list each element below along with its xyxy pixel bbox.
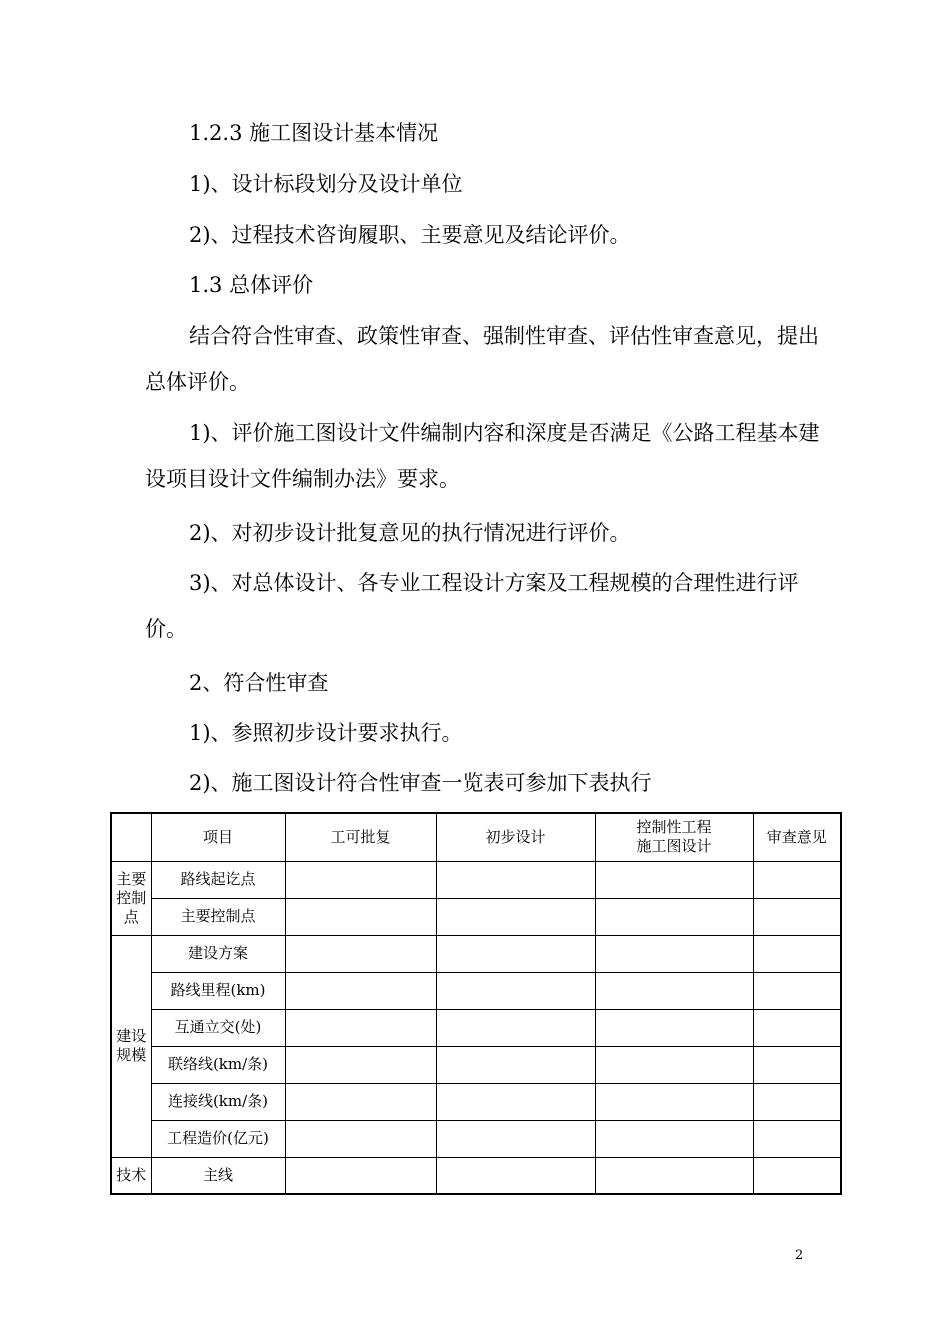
table-row xyxy=(111,935,841,972)
heading-1-3: 1.3 总体评价 xyxy=(189,273,314,297)
table-row xyxy=(111,1046,841,1083)
heading-2-conformity: 2、符合性审查 xyxy=(189,671,329,695)
header-review-opinion: 审查意见 xyxy=(753,813,841,861)
table-row xyxy=(111,1157,841,1194)
group-construction-scale: 建设规模 xyxy=(111,935,151,1157)
header-item: 项目 xyxy=(151,813,285,861)
header-blank xyxy=(111,813,151,861)
table-row xyxy=(111,972,841,1009)
row-item: 主要控制点 xyxy=(151,898,285,935)
page-number: 2 xyxy=(795,1248,804,1263)
paragraph-consulting: 2)、过程技术咨询履职、主要意见及结论评价。 xyxy=(189,223,631,247)
table-row xyxy=(111,1120,841,1157)
row-item: 主线 xyxy=(151,1157,285,1194)
heading-1-2-3: 1.2.3 施工图设计基本情况 xyxy=(189,121,439,145)
table-header-row xyxy=(111,813,841,861)
paragraph-design-sections: 1)、设计标段划分及设计单位 xyxy=(189,172,463,196)
row-item: 建设方案 xyxy=(151,935,285,972)
header-control-works-design: 控制性工程 施工图设计 xyxy=(595,813,753,861)
row-item: 互通立交(处) xyxy=(151,1009,285,1046)
paragraph-design-rationality: 3)、对总体设计、各专业工程设计方案及工程规模的合理性进行评价。 xyxy=(145,571,799,641)
paragraph-preliminary-approval: 2)、对初步设计批复意见的执行情况进行评价。 xyxy=(189,521,631,545)
row-item: 路线里程(km) xyxy=(151,972,285,1009)
row-item: 路线起讫点 xyxy=(151,861,285,898)
header-preliminary-design: 初步设计 xyxy=(436,813,595,861)
table-row xyxy=(111,898,841,935)
group-technical: 技术 xyxy=(111,1157,151,1194)
paragraph-evaluate-documents: 1)、评价施工图设计文件编制内容和深度是否满足《公路工程基本建设项目设计文件编制办法》要求。 xyxy=(145,421,820,491)
paragraph-refer-preliminary: 1)、参照初步设计要求执行。 xyxy=(189,721,463,745)
row-item: 联络线(km/条) xyxy=(151,1046,285,1083)
row-item: 工程造价(亿元) xyxy=(151,1120,285,1157)
table-row xyxy=(111,1083,841,1120)
table-row xyxy=(111,861,841,898)
group-control-points: 主要控制点 xyxy=(111,861,151,935)
header-feasibility-approval: 工可批复 xyxy=(285,813,436,861)
paragraph-table-intro: 2)、施工图设计符合性审查一览表可参加下表执行 xyxy=(189,771,652,795)
row-item: 连接线(km/条) xyxy=(151,1083,285,1120)
conformity-review-table xyxy=(110,812,842,1195)
table-row xyxy=(111,1009,841,1046)
paragraph-overall-evaluation: 结合符合性审查、政策性审查、强制性审查、评估性审查意见，提出总体评价。 xyxy=(145,324,819,394)
